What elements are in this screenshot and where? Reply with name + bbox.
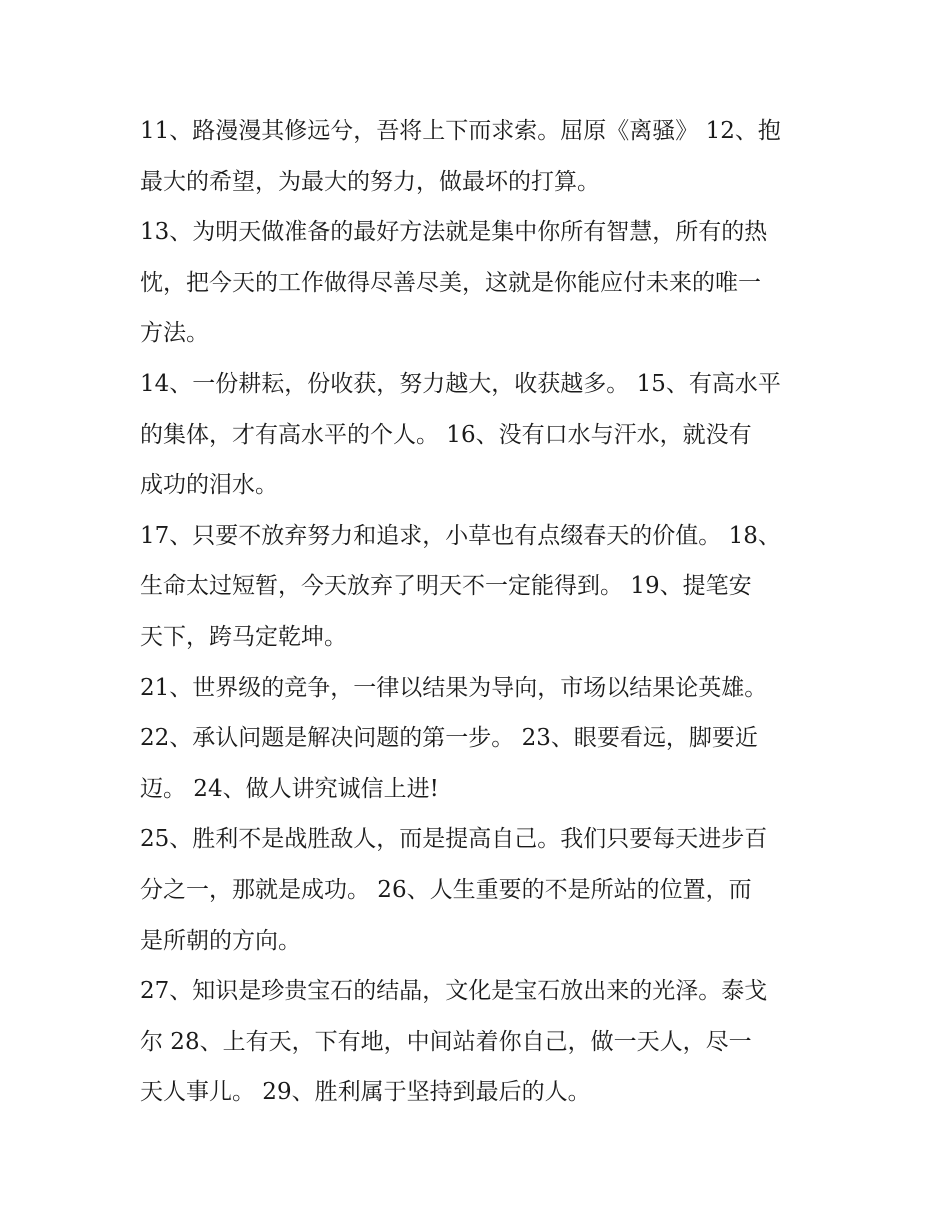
text-line-3: 13、为明天做准备的最好方法就是集中你所有智慧，所有的热 xyxy=(140,219,768,246)
text-line-10: 生命太过短暂，今天放弃了明天不一定能得到。 19、提笔安 xyxy=(140,573,752,600)
text-line-7: 的集体，才有高水平的个人。 16、没有口水与汗水，就没有 xyxy=(140,421,752,448)
text-line-6: 14、一份耕耘，份收获，努力越大，收获越多。 15、有高水平 xyxy=(140,370,781,397)
text-line-8: 成功的泪水。 xyxy=(140,472,278,499)
text-line-1: 11、路漫漫其修远兮，吾将上下而求索。屈原《离骚》 12、抱 xyxy=(140,118,781,144)
text-line-19: 尔 28、上有天，下有地，中间站着你自己，做一天人，尽一 xyxy=(140,1028,752,1055)
text-line-2: 最大的希望，为最大的努力，做最坏的打算。 xyxy=(140,168,600,195)
text-line-4: 忱，把今天的工作做得尽善尽美，这就是你能应付未来的唯一 xyxy=(140,269,761,296)
text-line-16: 分之一，那就是成功。 26、人生重要的不是所站的位置，而 xyxy=(140,876,752,903)
text-line-12: 21、世界级的竞争，一律以结果为导向，市场以结果论英雄。 xyxy=(140,674,768,701)
text-line-15: 25、胜利不是战胜敌人，而是提高自己。我们只要每天进步百 xyxy=(140,826,768,853)
text-line-13: 22、承认问题是解决问题的第一步。 23、眼要看远，脚要近 xyxy=(140,725,758,752)
text-line-5: 方法。 xyxy=(140,320,209,347)
text-line-18: 27、知识是珍贵宝石的结晶，文化是宝石放出来的光泽。泰戈 xyxy=(140,978,768,1005)
document-body xyxy=(140,106,830,1118)
text-line-14: 迈。 24、做人讲究诚信上进! xyxy=(140,775,439,802)
text-line-20: 天人事儿。 29、胜利属于坚持到最后的人。 xyxy=(140,1079,591,1106)
text-line-17: 是所朝的方向。 xyxy=(140,927,301,954)
text-line-11: 天下，跨马定乾坤。 xyxy=(140,623,347,650)
text-line-9: 17、只要不放弃努力和追求，小草也有点缀春天的价值。 18、 xyxy=(140,522,781,549)
